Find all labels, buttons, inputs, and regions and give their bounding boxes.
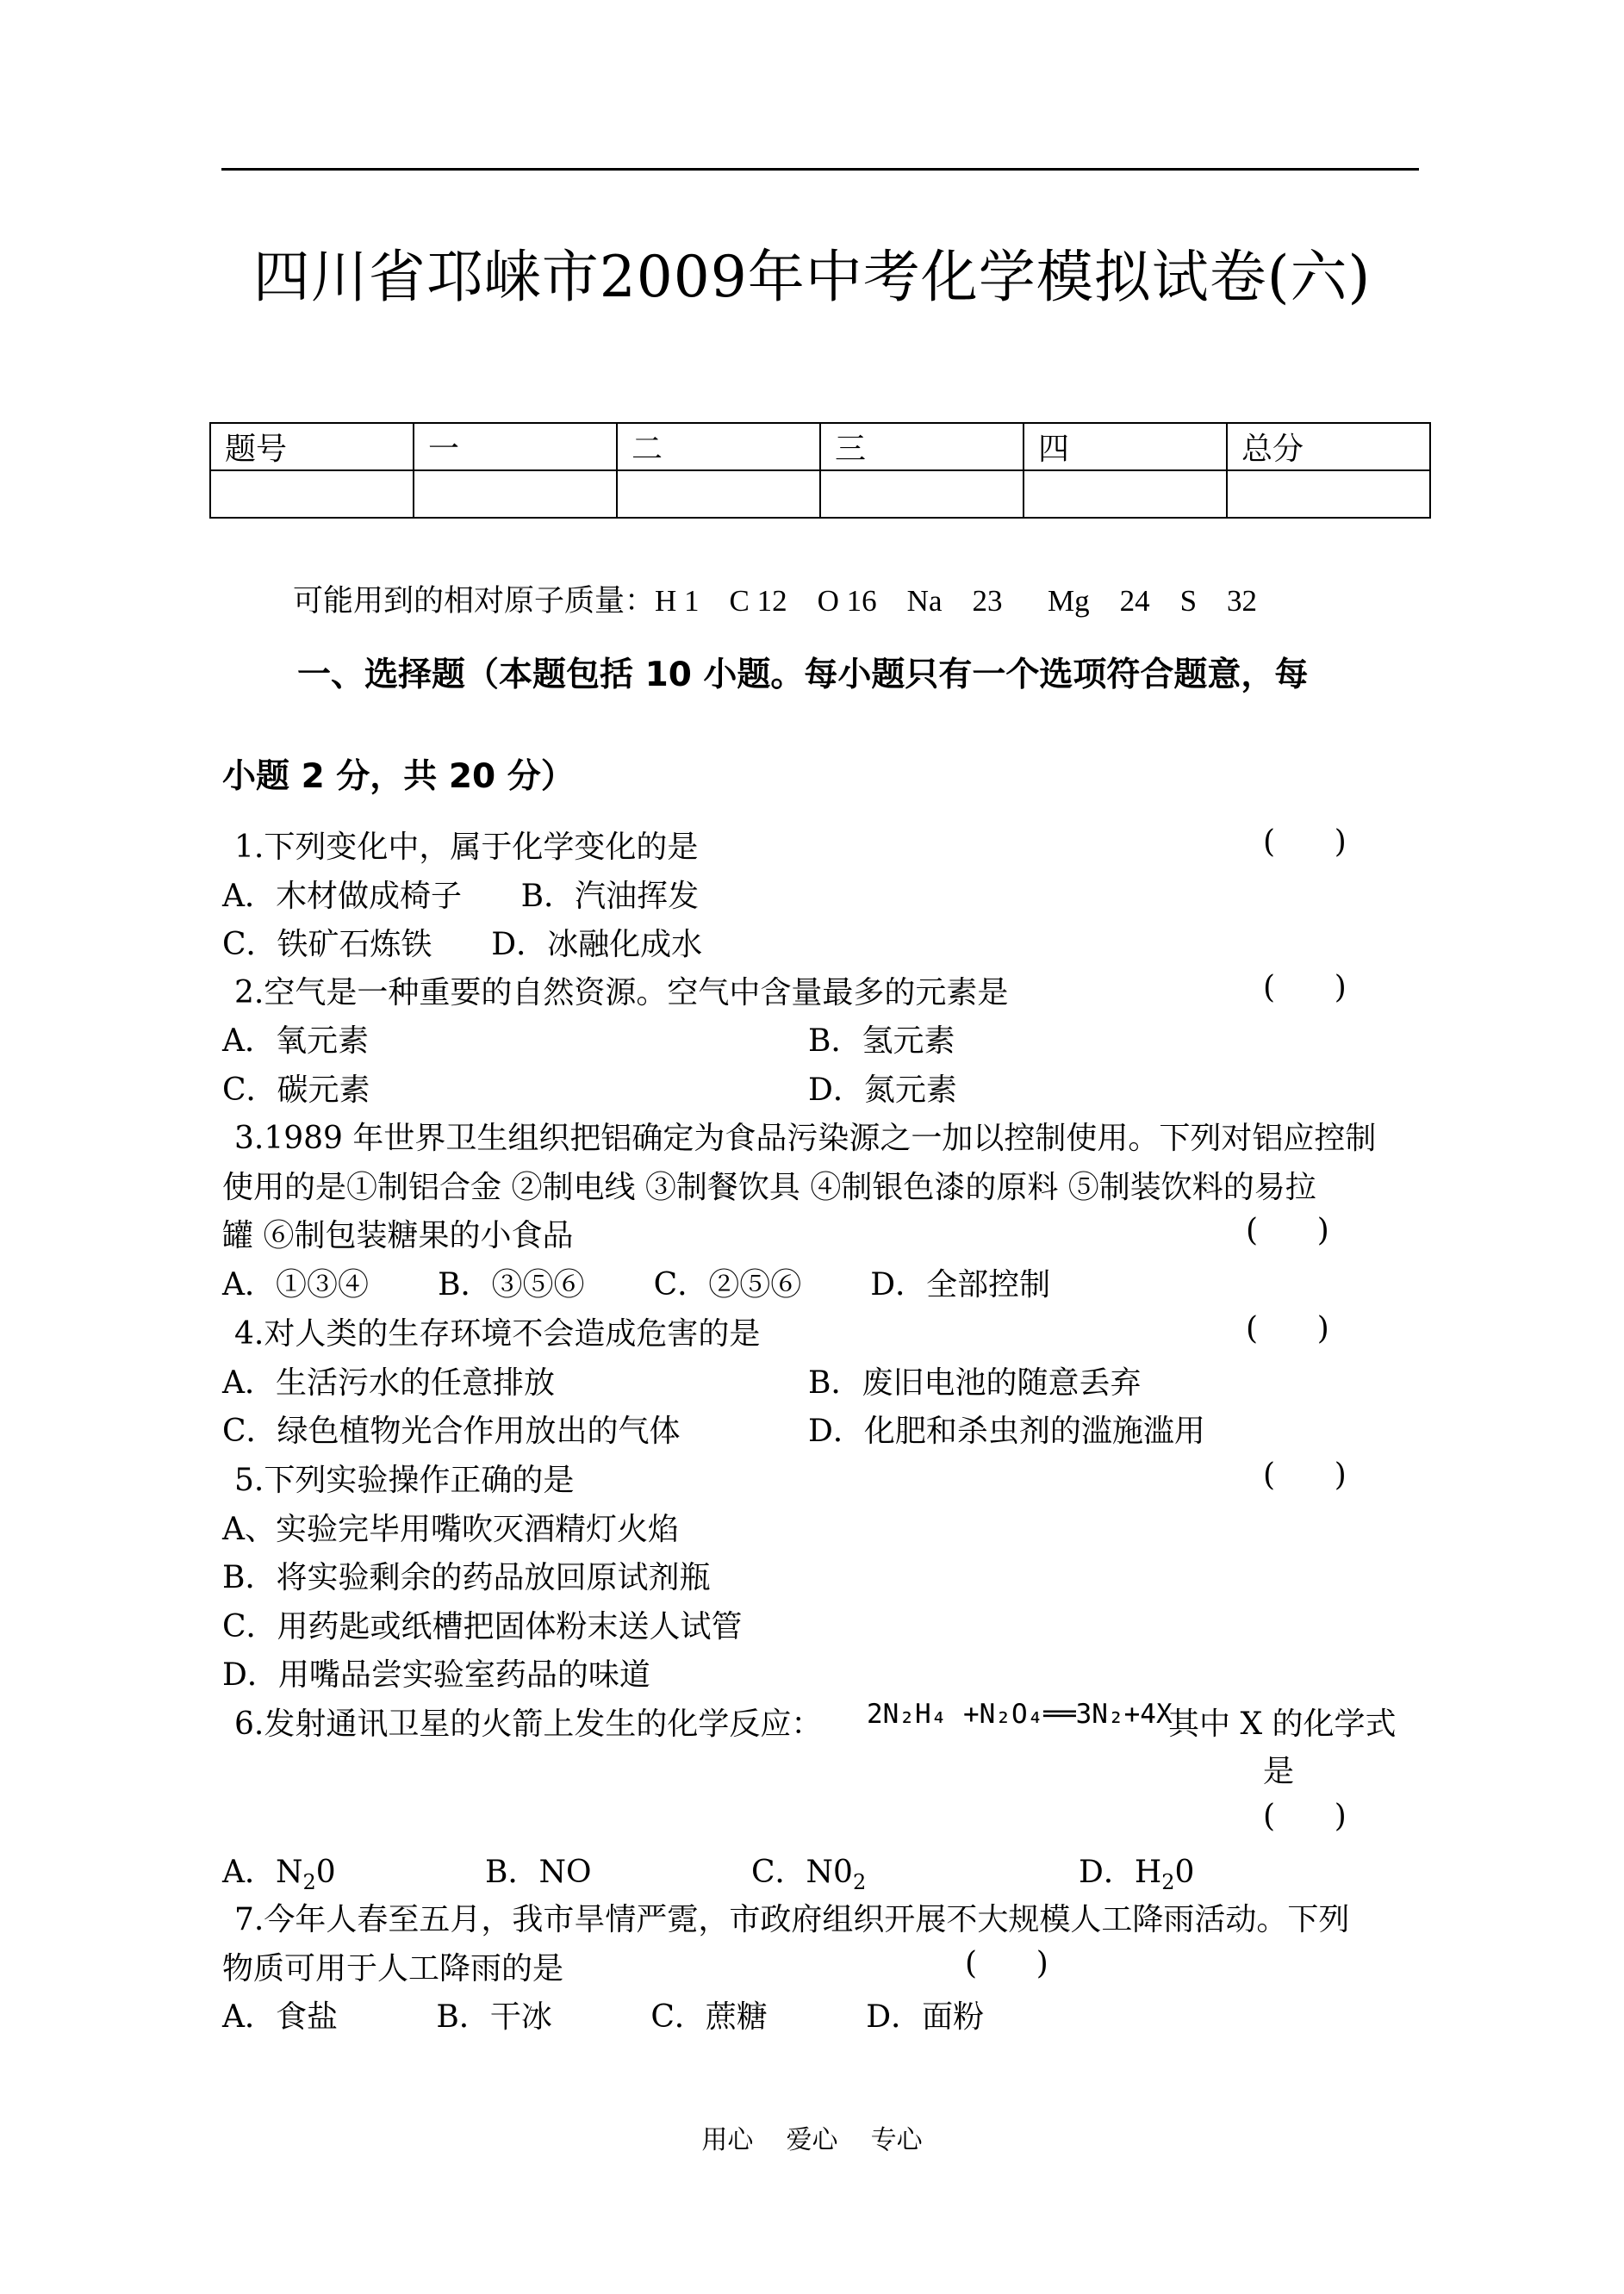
- option-text: C．N0: [751, 1855, 853, 1890]
- option-text: A．N: [222, 1855, 303, 1890]
- atomic-masses-label: 可能用到的相对原子质量：: [293, 584, 656, 619]
- question-6-option-d: [1079, 1848, 1194, 1894]
- question-4-option-a: A．生活污水的任意排放: [222, 1365, 555, 1401]
- question-6-option-a: [222, 1848, 336, 1894]
- answer-paren: ( ): [1263, 970, 1347, 1005]
- score-cell: [414, 470, 617, 518]
- score-cell: [820, 470, 1024, 518]
- question-2-stem: 2.空气是一种重要的自然资源。空气中含量最多的元素是: [234, 975, 1009, 1010]
- score-cell: [1024, 470, 1227, 518]
- question-5-option-a: A、实验完毕用嘴吹灭酒精灯火焰: [222, 1512, 679, 1547]
- page-footer: 用心 爱心 专心: [701, 2125, 923, 2155]
- score-header-cell: 三: [820, 423, 1024, 470]
- answer-paren: ( ): [1246, 1213, 1329, 1248]
- score-header-cell: 一: [414, 423, 617, 470]
- question-4-stem: 4.对人类的生存环境不会造成危害的是: [234, 1316, 761, 1352]
- option-text: 0: [1174, 1855, 1195, 1890]
- score-table: [209, 422, 1431, 519]
- header-rule: [221, 168, 1419, 171]
- atomic-masses-values: H 1 C 12 O 16 Na 23 Mg 24 S 32: [655, 584, 1258, 618]
- option-text: D．H: [1079, 1855, 1162, 1890]
- answer-paren: ( ): [965, 1946, 1048, 1981]
- question-3-stem-cont: 罐 ⑥制包装糖果的小食品: [222, 1218, 574, 1253]
- atomic-masses: [293, 577, 1257, 620]
- question-3-stem: 3.1989 年世界卫生组织把铝确定为食品污染源之一加以控制使用。下列对铝应控制: [234, 1121, 1377, 1156]
- question-4-option-d: D．化肥和杀虫剂的滥施滥用: [808, 1414, 1205, 1449]
- section-heading-cont: 小题 2 分，共 20 分）: [222, 757, 575, 796]
- question-2-option-d: D．氮元素: [808, 1072, 957, 1108]
- question-3-stem-cont: 使用的是①制铝合金 ②制电线 ③制餐饮具 ④制银色漆的原料 ⑤制装饮料的易拉: [222, 1170, 1316, 1205]
- reaction-equation: 2N₂H₄ +N₂O₄══3N₂+4X: [867, 1699, 1173, 1730]
- question-2-option-c: C．碳元素: [222, 1072, 370, 1108]
- question-3-options: A．①③④ B．③⑤⑥ C．②⑤⑥ D．全部控制: [222, 1267, 1051, 1302]
- question-7-stem-cont: 物质可用于人工降雨的是: [222, 1951, 564, 1986]
- score-header-cell: 二: [617, 423, 820, 470]
- question-7-options: A．食盐 B．干冰 C．蔗糖 D．面粉: [222, 1999, 985, 2035]
- section-heading: 一、选择题（本题包括 10 小题。每小题只有一个选项符合题意，每: [297, 656, 1309, 694]
- question-1-options: C．铁矿石炼铁 D．冰融化成水: [222, 927, 703, 962]
- question-6-stem-tail: 是: [1263, 1754, 1295, 1789]
- question-1-stem: 1.下列变化中，属于化学变化的是: [234, 830, 699, 865]
- score-table-blank-row: [210, 470, 1430, 518]
- answer-paren: ( ): [1263, 824, 1347, 860]
- question-5-option-c: C．用药匙或纸槽把固体粉末送人试管: [222, 1609, 743, 1644]
- question-7-stem: 7.今年人春至五月，我市旱情严霓，市政府组织开展不大规模人工降雨活动。下列: [234, 1902, 1350, 1937]
- question-6-stem-tail: 其中 X 的化学式: [1168, 1707, 1397, 1742]
- question-4-option-c: C．绿色植物光合作用放出的气体: [222, 1414, 681, 1449]
- score-cell: [210, 470, 414, 518]
- question-5-option-b: B．将实验剩余的药品放回原试剂瓶: [222, 1560, 711, 1595]
- question-5-stem: 5.下列实验操作正确的是: [234, 1463, 575, 1498]
- answer-paren: ( ): [1263, 1458, 1347, 1493]
- page-title: 四川省邛崃市2009年中考化学模拟试卷(六): [252, 244, 1372, 310]
- answer-paren: ( ): [1263, 1799, 1347, 1834]
- question-6-option-c: [751, 1848, 866, 1894]
- option-text: 0: [315, 1855, 336, 1890]
- score-cell: [1227, 470, 1430, 518]
- question-5-option-d: D．用嘴品尝实验室药品的味道: [222, 1657, 650, 1693]
- answer-paren: ( ): [1246, 1311, 1329, 1346]
- score-cell: [617, 470, 820, 518]
- question-2-option-b: B．氢元素: [808, 1023, 955, 1059]
- score-table-header-row: [210, 423, 1430, 470]
- subscript: 2: [852, 1870, 867, 1895]
- question-2-option-a: A．氧元素: [222, 1023, 369, 1059]
- score-header-cell: 总分: [1227, 423, 1430, 470]
- question-6-stem: 6.发射通讯卫星的火箭上发生的化学反应：: [234, 1707, 823, 1742]
- question-4-option-b: B．废旧电池的随意丢弃: [808, 1365, 1142, 1401]
- question-6-option-b: B．NO: [485, 1855, 592, 1890]
- question-1-options: A．木材做成椅子 B．汽油挥发: [222, 879, 700, 914]
- subscript: 2: [1161, 1870, 1175, 1895]
- subscript: 2: [302, 1870, 316, 1895]
- score-header-cell: 题号: [210, 423, 414, 470]
- score-header-cell: 四: [1024, 423, 1227, 470]
